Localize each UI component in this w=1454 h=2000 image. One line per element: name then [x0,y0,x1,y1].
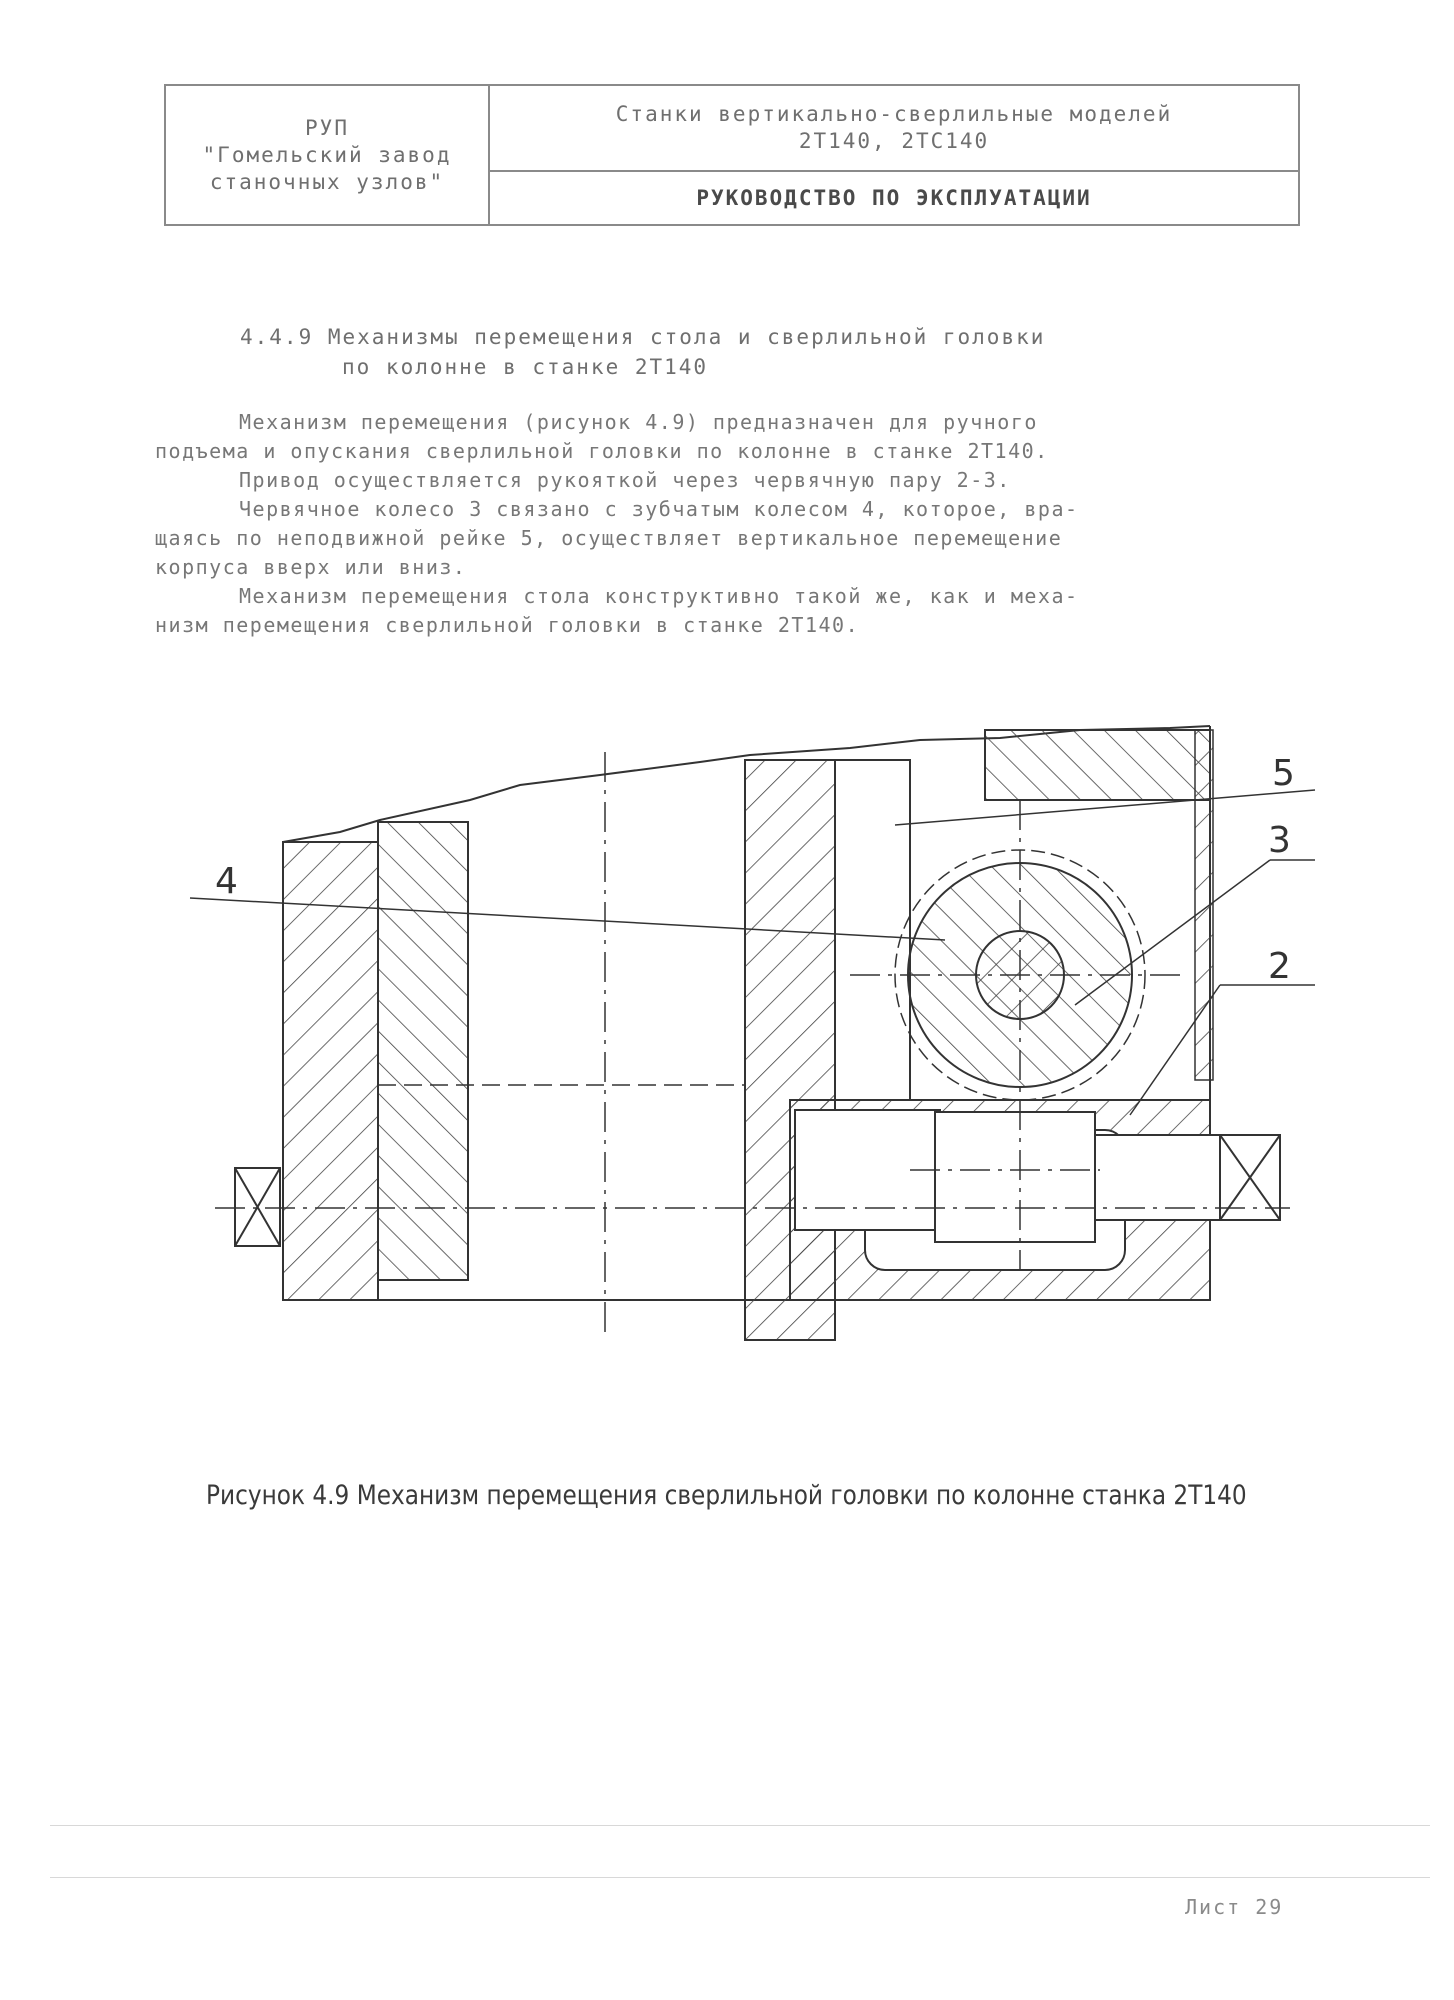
paragraph-3-line-1: Червячное колесо 3 связано с зубчатым колесом 4, которое, вра- [239,497,1079,521]
machine-title-line-2: 2Т140, 2ТС140 [798,129,990,153]
left-wall-section [283,822,468,1300]
title-block [164,84,1300,226]
section-heading-line-1: 4.4.9 Механизмы перемещения стола и сверлильной головки [240,325,1046,349]
org-line-1: РУП [305,115,349,140]
section-heading-line-2: по колонне в станке 2Т140 [342,355,709,379]
mechanism-drawing [150,700,1330,1380]
figure-caption: Рисунок 4.9 Механизм перемещения сверлильной головки по колонне станка 2Т140 [206,1480,1247,1511]
callout-5: 5 [1272,753,1295,794]
callout-4: 4 [215,861,238,902]
title-cell [490,86,1298,224]
paragraph-4-line-1: Механизм перемещения стола конструктивно такой же, как и меха- [239,584,1079,608]
section-heading [240,322,1045,382]
paragraph-2: Привод осуществляется рукояткой через червячную пару 2-3. [239,468,1011,492]
paragraph-3-line-3: корпуса вверх или вниз. [155,555,467,579]
organization-cell [166,86,490,224]
paragraph-3-line-2: щаясь по неподвижной рейке 5, осуществляет вертикальное перемещение [155,526,1063,550]
org-line-3: станочных узлов" [209,169,445,194]
footer-rule-1 [50,1825,1430,1826]
callout-3: 3 [1268,820,1291,861]
body-text [155,408,1305,640]
sheet-number: Лист 29 [1185,1895,1284,1919]
org-line-2: "Гомельский завод [202,142,452,167]
footer-rule-2 [50,1877,1430,1878]
callout-2: 2 [1268,946,1291,987]
document-type: РУКОВОДСТВО ПО ЭКСПЛУАТАЦИИ [696,186,1092,210]
paragraph-1-line-2: подъема и опускания сверлильной головки по колонне в станке 2Т140. [155,439,1049,463]
paragraph-1-line-1: Механизм перемещения (рисунок 4.9) предназначен для ручного [239,410,1038,434]
paragraph-4-line-2: низм перемещения сверлильной головки в станке 2Т140. [155,613,860,637]
machine-title [490,86,1298,172]
machine-title-line-1: Станки вертикально-сверлильные моделей [615,102,1173,126]
